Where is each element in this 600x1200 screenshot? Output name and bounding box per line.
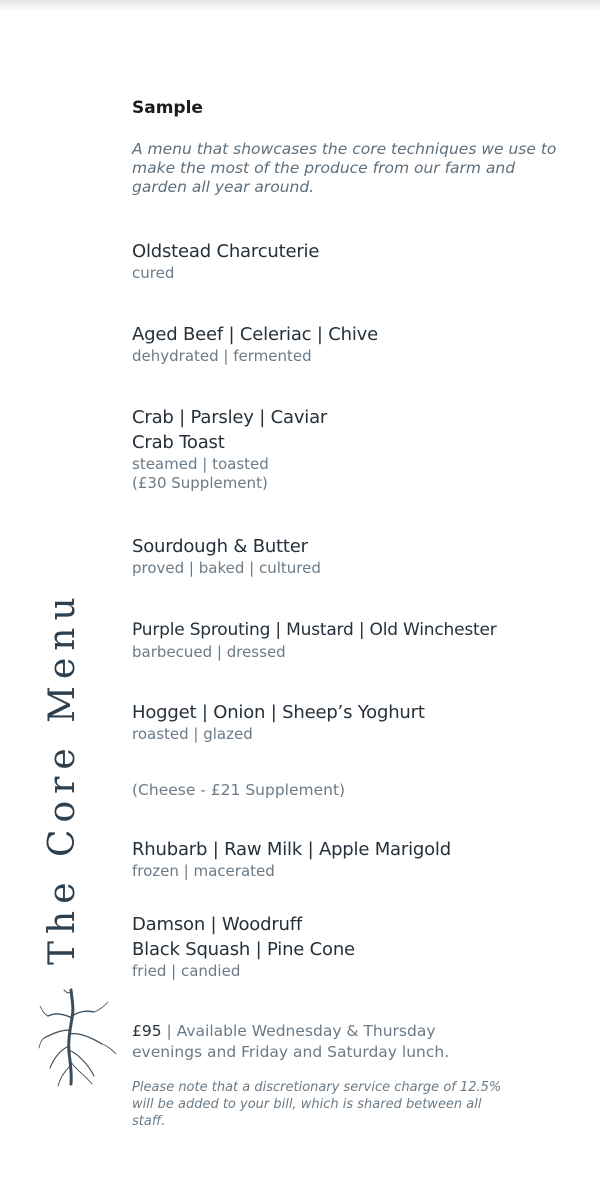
dish-name: Crab Toast [132, 432, 225, 453]
roots-icon [38, 988, 118, 1088]
dish-technique: barbecued | dressed [132, 643, 286, 661]
course-item [132, 618, 582, 662]
supplement-note: (£30 Supplement) [132, 474, 268, 492]
dish-name: Rhubarb | Raw Milk | Apple Marigold [132, 839, 451, 860]
dish-name: Crab | Parsley | Caviar [132, 407, 328, 428]
course-item [132, 534, 582, 578]
course-item [132, 239, 582, 283]
course-item [132, 700, 582, 744]
menu-price: £95 [132, 1022, 162, 1040]
course-item [132, 837, 582, 881]
availability-text: | Available Wednesday & Thursday evenings and Friday and Saturday lunch. [132, 1022, 450, 1061]
dish-name: Black Squash | Pine Cone [132, 939, 355, 960]
dish-name: Sourdough & Butter [132, 536, 308, 557]
dish-technique: dehydrated | fermented [132, 347, 312, 365]
course-list [132, 0, 582, 1200]
price-block [132, 1021, 472, 1063]
dish-technique: steamed | toasted [132, 455, 269, 473]
dish-technique: frozen | macerated [132, 862, 275, 880]
course-item [132, 912, 582, 981]
dish-name: Damson | Woodruff [132, 914, 303, 935]
menu-intro: A menu that showcases the core techniques we use to make the most of the produce from our farm and garden all year around. [132, 140, 557, 196]
cheese-supplement: (Cheese - £21 Supplement) [132, 781, 346, 799]
menu-side-title: The Core Menu [42, 590, 83, 965]
dish-name: Aged Beef | Celeriac | Chive [132, 324, 378, 345]
course-item [132, 405, 582, 493]
course-item [132, 781, 582, 800]
menu-heading: Sample [132, 98, 203, 118]
dish-technique: cured [132, 264, 175, 282]
dish-technique: fried | candied [132, 962, 241, 980]
course-item [132, 322, 582, 366]
dish-name: Purple Sprouting | Mustard | Old Winchester [132, 620, 497, 640]
service-charge-note: Please note that a discretionary service charge of 12.5% will be added to your bill, which is shared between all staff. [132, 1080, 502, 1129]
dish-technique: roasted | glazed [132, 725, 253, 743]
dish-name: Hogget | Onion | Sheep’s Yoghurt [132, 702, 425, 723]
service-note-block [132, 1079, 502, 1130]
dish-name: Oldstead Charcuterie [132, 241, 320, 262]
dish-technique: proved | baked | cultured [132, 559, 321, 577]
price-line [132, 1021, 472, 1063]
